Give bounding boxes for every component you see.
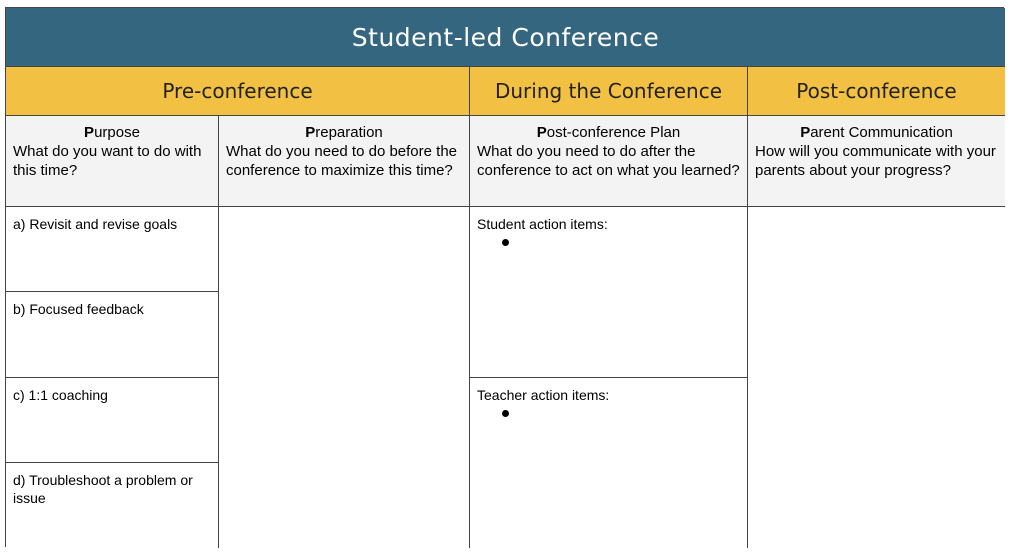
column-title-rest: arent Communication <box>810 124 953 141</box>
purpose-option-b[interactable] <box>6 292 219 378</box>
student-action-items-label: Student action items: <box>477 216 608 232</box>
column-title-initial: P <box>536 124 547 141</box>
bullet-icon <box>502 239 509 246</box>
column-title-rest: reparation <box>315 124 383 141</box>
phase-during-conference: During the Conference <box>470 67 748 116</box>
purpose-option-label: b) Focused feedback <box>13 301 144 317</box>
column-title-initial: P <box>305 124 316 141</box>
purpose-option-label: a) Revisit and revise goals <box>13 216 178 232</box>
column-title <box>13 123 211 142</box>
purpose-option-a[interactable] <box>6 207 219 292</box>
column-title-rest: ost-conference Plan <box>546 124 681 141</box>
purpose-option-d[interactable] <box>6 463 219 548</box>
parent-communication-cell[interactable] <box>748 207 1005 548</box>
purpose-option-c[interactable] <box>6 378 219 463</box>
table-title: Student-led Conference <box>6 8 1005 67</box>
column-question: How will you communicate with your parents about your progress? <box>755 143 996 179</box>
column-question: What do you need to do after the conference to act on what you learned? <box>477 143 740 179</box>
column-title <box>477 123 740 142</box>
column-title-initial: P <box>800 124 811 141</box>
teacher-action-items-cell[interactable] <box>470 378 748 548</box>
column-header-purpose <box>6 116 219 207</box>
teacher-action-items-label: Teacher action items: <box>477 387 610 403</box>
column-title-initial: P <box>84 124 95 141</box>
phase-post-conference: Post-conference <box>748 67 1005 116</box>
purpose-option-label: c) 1:1 coaching <box>13 387 108 403</box>
conference-table <box>5 7 1004 547</box>
bullet-icon <box>502 410 509 417</box>
column-header-parent-communication <box>748 116 1005 207</box>
column-title <box>755 123 998 142</box>
column-title-rest: urpose <box>94 124 140 141</box>
column-title <box>226 123 462 142</box>
column-header-post-conference-plan <box>470 116 748 207</box>
preparation-cell[interactable] <box>219 207 470 548</box>
column-header-preparation <box>219 116 470 207</box>
purpose-option-label: d) Troubleshoot a problem or issue <box>13 472 193 506</box>
column-question: What do you need to do before the conference to maximize this time? <box>226 143 457 179</box>
column-question: What do you want to do with this time? <box>13 143 202 179</box>
student-action-items-cell[interactable] <box>470 207 748 378</box>
phase-pre-conference: Pre-conference <box>6 67 470 116</box>
